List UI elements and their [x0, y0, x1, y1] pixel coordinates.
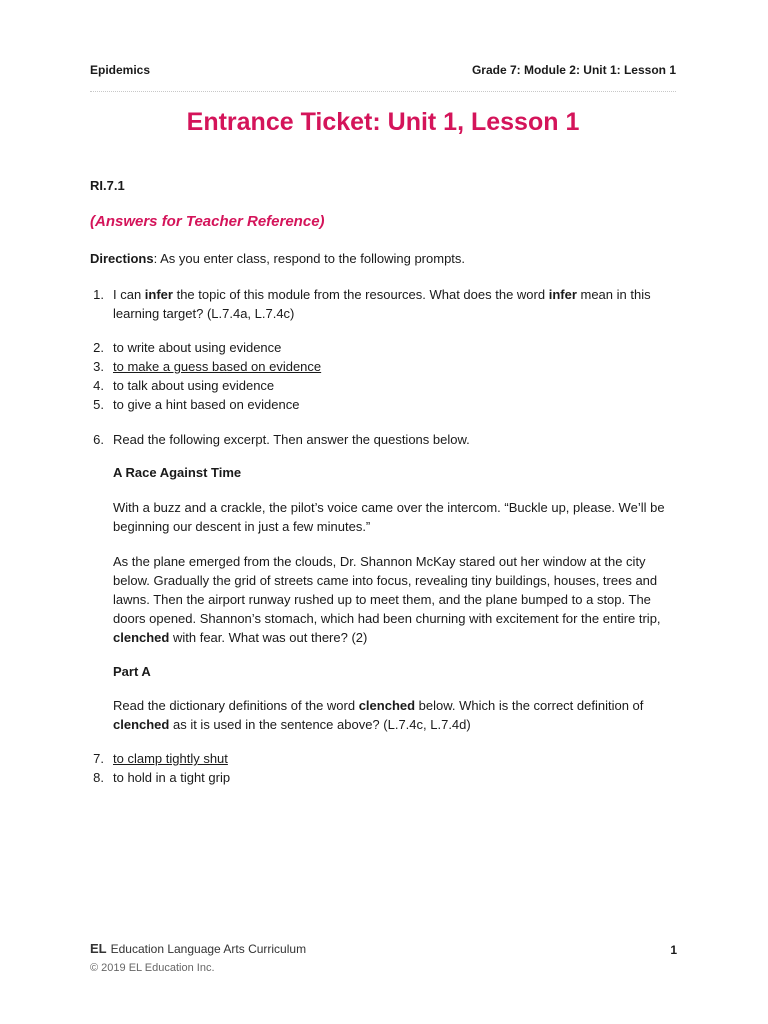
footer-logo [90, 941, 306, 956]
list-number: 2. [93, 340, 104, 355]
header-divider [90, 91, 676, 92]
correct-answer-text: to clamp tightly shut [113, 751, 228, 766]
list-number: 1. [93, 287, 104, 302]
keyword-clenched: clenched [113, 630, 170, 645]
answers-note: (Answers for Teacher Reference) [90, 213, 325, 230]
keyword-infer: infer [548, 287, 577, 302]
excerpt-title: A Race Against Time [113, 465, 242, 480]
directions [90, 251, 465, 266]
option-text: to give a hint based on evidence [113, 397, 300, 412]
list-number: 3. [93, 359, 104, 374]
part-a-prompt: Read the dictionary definitions of the word clenched below. Which is the correct definition of clenched as it is used in the sentence above? (L.7.4c, L.7.4d) [113, 698, 644, 732]
header-lesson-ref: Grade 7: Module 2: Unit 1: Lesson 1 [471, 63, 676, 77]
list-number: 5. [93, 397, 104, 412]
footer-logo-text: Education Language Arts Curriculum [110, 941, 307, 956]
list-number: 7. [93, 751, 104, 766]
page-number: 1 [670, 943, 677, 957]
keyword-clenched: clenched [358, 698, 416, 713]
standard-code: RI.7.1 [90, 178, 125, 193]
list-number: 8. [93, 770, 104, 785]
keyword-infer: infer [144, 287, 173, 302]
footer-copyright: © 2019 EL Education Inc. [90, 962, 215, 974]
header-module-title: Epidemics [90, 63, 151, 77]
list-number: 4. [93, 378, 104, 393]
excerpt-paragraph-1: With a buzz and a crackle, the pilot’s voice came over the intercom. “Buckle up, please. We’ll be beginning our descent in just a few minutes.” [113, 500, 665, 534]
page-title: Entrance Ticket: Unit 1, Lesson 1 [186, 108, 580, 136]
question-text: I can infer the topic of this module from the resources. What does the word infer mean in this learning target? (L.7.4a, L.7.4c) [113, 287, 651, 321]
excerpt-paragraph-2: As the plane emerged from the clouds, Dr. Shannon McKay stared out her window at the city below. Gradually the grid of streets came into focus, revealing tiny buildings, houses, trees and lawns. Then the airport runway rushed up to meet them, and the plane bumped to a stop. The doors opened. Shannon’s stomach, which had been churning with excitement for the entire trip, clenched with fear. What was out there? (2) [113, 554, 661, 645]
option-text: to talk about using evidence [113, 378, 275, 393]
directions-label: Directions [90, 251, 154, 266]
part-a-title: Part A [113, 664, 151, 679]
option-text: to hold in a tight grip [113, 770, 231, 785]
directions-text: : As you enter class, respond to the following prompts. [153, 251, 466, 266]
page-header [90, 63, 676, 81]
keyword-clenched: clenched [113, 717, 170, 732]
option-text: to write about using evidence [113, 340, 282, 355]
el-logo-icon: EL [90, 941, 107, 956]
document-page [90, 0, 676, 1024]
question-1 [90, 285, 676, 323]
question-text: Read the following excerpt. Then answer the questions below. [113, 432, 470, 447]
list-number: 6. [93, 432, 104, 447]
correct-answer-text: to make a guess based on evidence [113, 359, 322, 374]
